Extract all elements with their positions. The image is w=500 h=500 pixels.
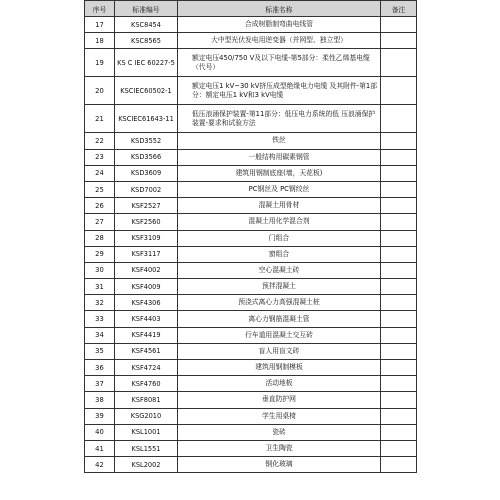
cell-note bbox=[381, 230, 417, 246]
cell-note bbox=[381, 105, 417, 133]
table-row bbox=[85, 49, 417, 77]
cell-note bbox=[381, 165, 417, 181]
cell-code: KSF2560 bbox=[115, 214, 178, 230]
cell-note bbox=[381, 262, 417, 278]
cell-name: 瓷砖 bbox=[178, 424, 381, 440]
cell-name: 学生用桌椅 bbox=[178, 408, 381, 424]
cell-name: 混凝土用骨材 bbox=[178, 198, 381, 214]
table-row bbox=[85, 343, 417, 359]
table-row bbox=[85, 262, 417, 278]
cell-seq: 35 bbox=[85, 343, 115, 359]
cell-name: 预拌混凝土 bbox=[178, 279, 381, 295]
cell-note bbox=[381, 457, 417, 473]
cell-name: 门组合 bbox=[178, 230, 381, 246]
cell-note bbox=[381, 149, 417, 165]
cell-code: KSF4561 bbox=[115, 343, 178, 359]
table-row bbox=[85, 33, 417, 49]
cell-name: 大中型光伏发电用逆变器（并网型、独立型） bbox=[178, 33, 381, 49]
cell-seq: 23 bbox=[85, 149, 115, 165]
table-row bbox=[85, 165, 417, 181]
cell-code: KSF4403 bbox=[115, 311, 178, 327]
cell-seq: 31 bbox=[85, 279, 115, 295]
cell-code: KSC8454 bbox=[115, 17, 178, 33]
cell-seq: 34 bbox=[85, 327, 115, 343]
table-row bbox=[85, 392, 417, 408]
cell-code: KSCIEC61643-11 bbox=[115, 105, 178, 133]
cell-note bbox=[381, 440, 417, 456]
cell-code: KSF4724 bbox=[115, 360, 178, 376]
cell-name: 额定电压1 kV~30 kV挤压成型绝缘电力电缆 及其附件-第1部分：额定电压1 kV和3 kV电缆 bbox=[178, 77, 381, 105]
cell-seq: 24 bbox=[85, 165, 115, 181]
cell-name: 垂直防护网 bbox=[178, 392, 381, 408]
cell-name: PC钢丝及 PC钢绞丝 bbox=[178, 181, 381, 197]
table-row bbox=[85, 77, 417, 105]
cell-note bbox=[381, 343, 417, 359]
table-header-row bbox=[85, 1, 417, 17]
cell-code: KSF4306 bbox=[115, 295, 178, 311]
cell-name: 空心混凝土砖 bbox=[178, 262, 381, 278]
cell-note bbox=[381, 392, 417, 408]
cell-note bbox=[381, 17, 417, 33]
cell-note bbox=[381, 424, 417, 440]
header-code: 标准编号 bbox=[115, 1, 178, 17]
cell-note bbox=[381, 246, 417, 262]
cell-name: 窗组合 bbox=[178, 246, 381, 262]
standards-table-sheet bbox=[84, 0, 414, 473]
cell-note bbox=[381, 311, 417, 327]
table-row bbox=[85, 198, 417, 214]
table-row bbox=[85, 327, 417, 343]
cell-note bbox=[381, 376, 417, 392]
table-row bbox=[85, 17, 417, 33]
cell-note bbox=[381, 133, 417, 149]
cell-seq: 20 bbox=[85, 77, 115, 105]
cell-note bbox=[381, 360, 417, 376]
cell-code: KSF4760 bbox=[115, 376, 178, 392]
cell-code: KSD3609 bbox=[115, 165, 178, 181]
cell-seq: 37 bbox=[85, 376, 115, 392]
cell-name: 行车道用混凝土交互砖 bbox=[178, 327, 381, 343]
cell-note bbox=[381, 33, 417, 49]
standards-table bbox=[84, 0, 417, 473]
cell-name: 钢化玻璃 bbox=[178, 457, 381, 473]
cell-code: KSL2002 bbox=[115, 457, 178, 473]
cell-note bbox=[381, 198, 417, 214]
table-row bbox=[85, 457, 417, 473]
cell-seq: 28 bbox=[85, 230, 115, 246]
cell-note bbox=[381, 49, 417, 77]
table-row bbox=[85, 149, 417, 165]
cell-code: KSF4002 bbox=[115, 262, 178, 278]
cell-code: KSF8081 bbox=[115, 392, 178, 408]
table-row bbox=[85, 230, 417, 246]
cell-seq: 26 bbox=[85, 198, 115, 214]
cell-code: KSD7002 bbox=[115, 181, 178, 197]
cell-code: KSF4419 bbox=[115, 327, 178, 343]
cell-note bbox=[381, 279, 417, 295]
cell-name: 建筑用钢制底座(墙，天花板) bbox=[178, 165, 381, 181]
cell-seq: 19 bbox=[85, 49, 115, 77]
cell-name: 混凝土用化学混合剂 bbox=[178, 214, 381, 230]
table-row bbox=[85, 133, 417, 149]
table-row bbox=[85, 214, 417, 230]
cell-name: 建筑用钢制模板 bbox=[178, 360, 381, 376]
table-row bbox=[85, 279, 417, 295]
cell-note bbox=[381, 77, 417, 105]
cell-code: KSD3552 bbox=[115, 133, 178, 149]
cell-code: KSD3566 bbox=[115, 149, 178, 165]
cell-name: 卫生陶瓷 bbox=[178, 440, 381, 456]
cell-seq: 42 bbox=[85, 457, 115, 473]
cell-seq: 18 bbox=[85, 33, 115, 49]
cell-seq: 38 bbox=[85, 392, 115, 408]
table-row bbox=[85, 311, 417, 327]
cell-seq: 27 bbox=[85, 214, 115, 230]
cell-code: KSL1001 bbox=[115, 424, 178, 440]
cell-name: 离心力钢筋混凝土管 bbox=[178, 311, 381, 327]
table-body bbox=[85, 17, 417, 473]
cell-seq: 25 bbox=[85, 181, 115, 197]
table-row bbox=[85, 246, 417, 262]
cell-seq: 41 bbox=[85, 440, 115, 456]
cell-name: 额定电压450/750 V及以下电缆-第5部分：柔性乙烯基电缆（代号） bbox=[178, 49, 381, 77]
cell-name: 低压浪涌保护装置-第11部分：低压电力系统的低 压浪涌保护装置-要求和试验方法 bbox=[178, 105, 381, 133]
table-row bbox=[85, 105, 417, 133]
cell-seq: 17 bbox=[85, 17, 115, 33]
cell-code: KSF3109 bbox=[115, 230, 178, 246]
cell-name: 一般结构用碳素钢管 bbox=[178, 149, 381, 165]
cell-seq: 32 bbox=[85, 295, 115, 311]
cell-note bbox=[381, 295, 417, 311]
table-row bbox=[85, 440, 417, 456]
cell-code: KSF3117 bbox=[115, 246, 178, 262]
cell-seq: 29 bbox=[85, 246, 115, 262]
header-note: 备注 bbox=[381, 1, 417, 17]
cell-seq: 39 bbox=[85, 408, 115, 424]
cell-code: KSL1551 bbox=[115, 440, 178, 456]
cell-code: KSCIEC60502-1 bbox=[115, 77, 178, 105]
cell-code: KSF2527 bbox=[115, 198, 178, 214]
cell-note bbox=[381, 181, 417, 197]
cell-code: KSF4009 bbox=[115, 279, 178, 295]
cell-name: 盲人用盲文砖 bbox=[178, 343, 381, 359]
cell-name: 合成树脂制弯曲电线管 bbox=[178, 17, 381, 33]
cell-seq: 33 bbox=[85, 311, 115, 327]
table-row bbox=[85, 376, 417, 392]
cell-code: KSC8565 bbox=[115, 33, 178, 49]
table-row bbox=[85, 360, 417, 376]
table-row bbox=[85, 424, 417, 440]
cell-note bbox=[381, 327, 417, 343]
cell-name: 活动地板 bbox=[178, 376, 381, 392]
cell-name: 预浇式离心力高强混凝土桩 bbox=[178, 295, 381, 311]
table-row bbox=[85, 181, 417, 197]
cell-seq: 40 bbox=[85, 424, 115, 440]
header-seq: 序号 bbox=[85, 1, 115, 17]
cell-seq: 36 bbox=[85, 360, 115, 376]
cell-note bbox=[381, 214, 417, 230]
cell-code: KS C IEC 60227-5 bbox=[115, 49, 178, 77]
table-row bbox=[85, 295, 417, 311]
cell-name: 铁丝 bbox=[178, 133, 381, 149]
cell-seq: 30 bbox=[85, 262, 115, 278]
cell-note bbox=[381, 408, 417, 424]
header-name: 标准名称 bbox=[178, 1, 381, 17]
table-row bbox=[85, 408, 417, 424]
cell-seq: 22 bbox=[85, 133, 115, 149]
cell-code: KSG2010 bbox=[115, 408, 178, 424]
cell-seq: 21 bbox=[85, 105, 115, 133]
